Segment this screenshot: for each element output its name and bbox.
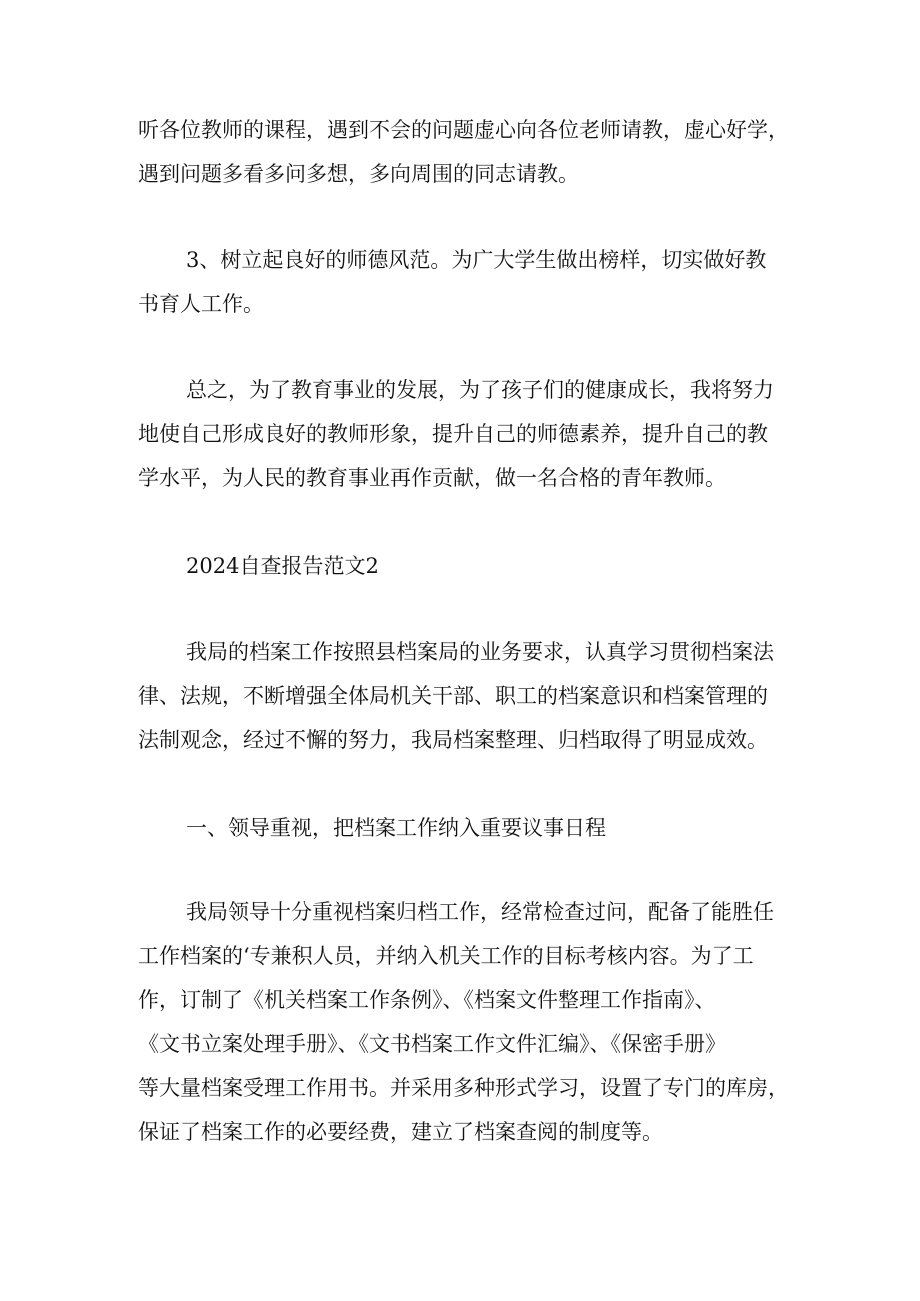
paragraph-line: 作，订制了《机关档案工作条例》、《档案文件整理工作指南》、 bbox=[138, 988, 716, 1012]
paragraph-line: 书育人工作。 bbox=[138, 292, 264, 316]
paragraph-line: 我局领导十分重视档案归档工作，经常检查过问，配备了能胜任 bbox=[186, 900, 774, 924]
paragraph-line: 工作档案的‘专兼积人员，并纳入机关工作的目标考核内容。为了工 bbox=[138, 944, 754, 968]
section-title: 一、领导重视，把档案工作纳入重要议事日程 bbox=[186, 816, 606, 840]
paragraph-line: 遇到问题多看多问多想，多向周围的同志请教。 bbox=[138, 162, 579, 186]
paragraph-line: 地使自己形成良好的教师形象，提升自己的师德素养，提升自己的教 bbox=[138, 422, 768, 446]
paragraph-line: 《文书立案处理手册》、《文书档案工作文件汇编》、《保密手册》 bbox=[138, 1032, 726, 1056]
paragraph-line: 保证了档案工作的必要经费，建立了档案查阅的制度等。 bbox=[138, 1120, 663, 1144]
paragraph-line: 法制观念，经过不懈的努力，我局档案整理、归档取得了明显成效。 bbox=[138, 728, 768, 752]
paragraph-line: 等大量档案受理工作用书。并采用多种形式学习，设置了专门的库房， bbox=[138, 1076, 789, 1100]
paragraph-line: 学水平，为人民的教育事业再作贡献，做一名合格的青年教师。 bbox=[138, 466, 726, 490]
paragraph-line: 我局的档案工作按照县档案局的业务要求，认真学习贯彻档案法 bbox=[186, 640, 774, 664]
paragraph-line: 总之，为了教育事业的发展，为了孩子们的健康成长，我将努力 bbox=[186, 378, 774, 402]
paragraph-line: 3、树立起良好的师德风范。为广大学生做出榜样，切实做好教 bbox=[186, 248, 767, 272]
paragraph-line: 听各位教师的课程，遇到不会的问题虚心向各位老师请教，虚心好学， bbox=[138, 118, 789, 142]
document-heading: 2024自查报告范文2 bbox=[186, 554, 379, 578]
paragraph-line: 律、法规，不断增强全体局机关干部、职工的档案意识和档案管理的 bbox=[138, 684, 768, 708]
